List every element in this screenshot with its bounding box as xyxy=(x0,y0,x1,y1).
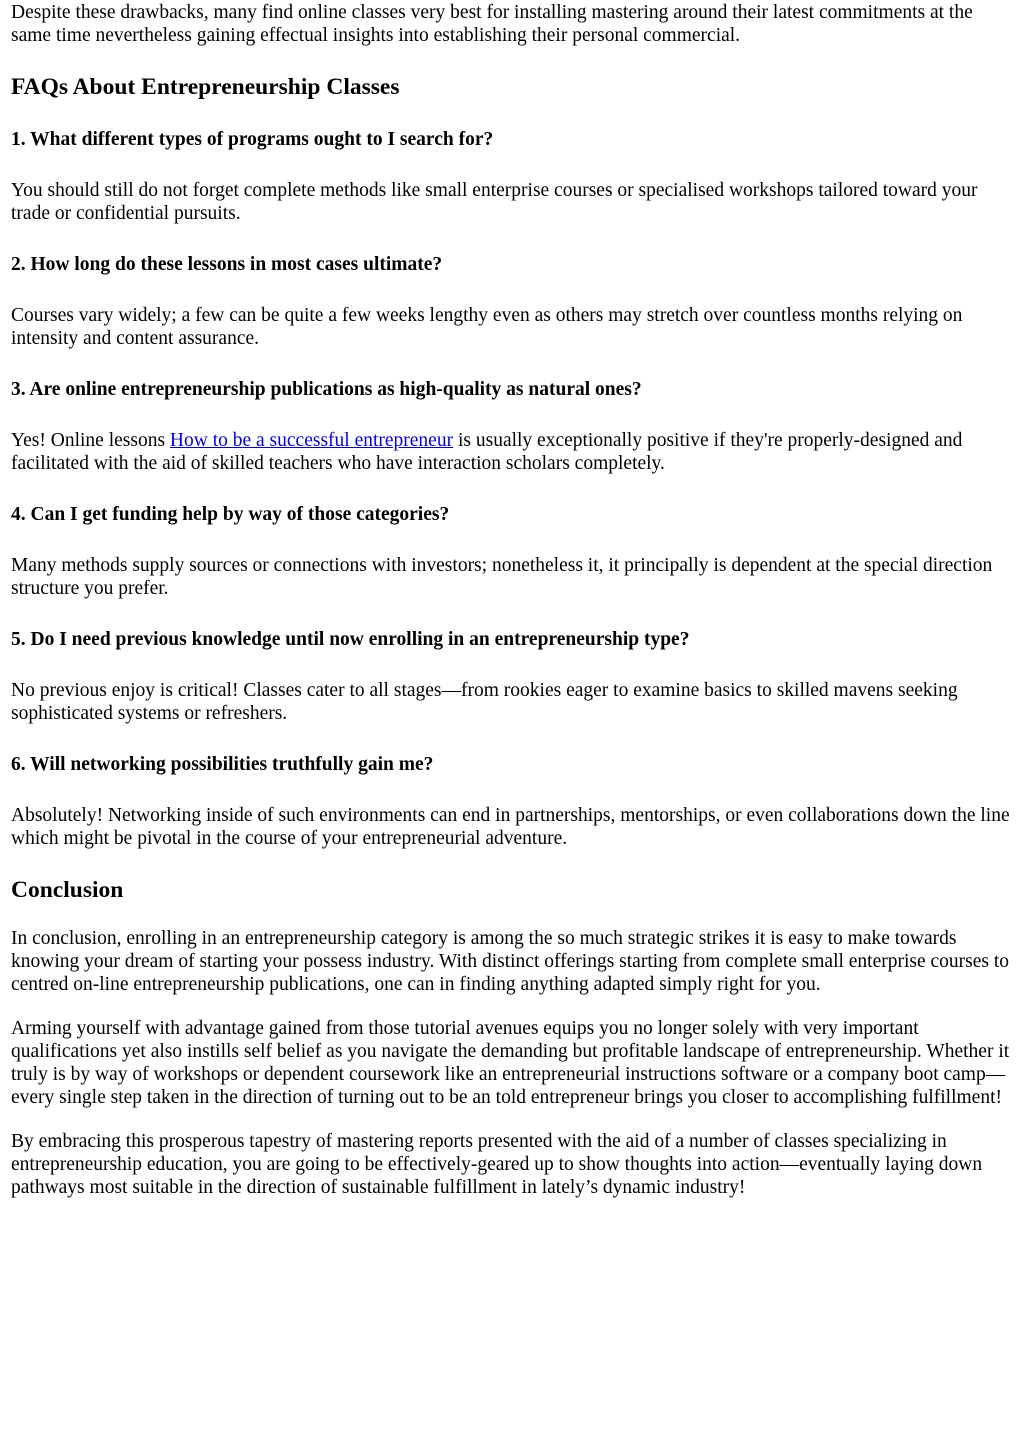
conclusion-paragraph-1: In conclusion, enrolling in an entrepreneurship category is among the so much strategic strikes it is easy to make towards knowing your dream of starting your possess industry. With distinct offerings starting from complete small enterprise courses to centred on-line entrepreneurship publications, one can in finding anything adapted simply right for you. xyxy=(11,928,1010,995)
conclusion-heading: Conclusion xyxy=(11,877,124,903)
faq-question-2: 2. How long do these lessons in most cases ultimate? xyxy=(11,254,443,275)
faq-answer-2: Courses vary widely; a few can be quite a few weeks lengthy even as others may stretch over countless months relying on intensity and content assurance. xyxy=(11,305,963,349)
faq-answer-4: Many methods supply sources or connections with investors; nonetheless it, it principally is dependent at the special direction structure you prefer. xyxy=(11,555,993,599)
successful-entrepreneur-link[interactable]: How to be a successful entrepreneur xyxy=(169,430,454,451)
faq-question-4: 4. Can I get funding help by way of those categories? xyxy=(11,504,450,525)
intro-paragraph: Despite these drawbacks, many find online classes very best for installing mastering around their latest commitments at the same time nevertheless gaining effectual insights into establishing their personal commercial. xyxy=(11,2,973,46)
document-page xyxy=(0,1,1024,1199)
faq-question-3: 3. Are online entrepreneurship publications as high-quality as natural ones? xyxy=(11,379,642,400)
faq-question-6: 6. Will networking possibilities truthfully gain me? xyxy=(11,754,434,775)
faq-answer-1: You should still do not forget complete methods like small enterprise courses or specialised workshops tailored toward your trade or confidential pursuits. xyxy=(11,180,978,224)
faq-answer-3 xyxy=(11,429,1013,475)
conclusion-paragraph-3: By embracing this prosperous tapestry of mastering reports presented with the aid of a number of classes specializing in entrepreneurship education, you are going to be effectively-geared up to show thoughts into action—eventually laying down pathways most suitable in the direction of sustainable fulfillment in lately’s dynamic industry! xyxy=(11,1131,983,1198)
faq-answer-5: No previous enjoy is critical! Classes cater to all stages—from rookies eager to examine basics to skilled mavens seeking sophisticated systems or refreshers. xyxy=(11,680,958,724)
faq-question-5: 5. Do I need previous knowledge until now enrolling in an entrepreneurship type? xyxy=(11,629,690,650)
faq-heading: FAQs About Entrepreneurship Classes xyxy=(11,74,400,100)
faq-answer-3-start: Yes! Online lessons xyxy=(11,430,170,451)
conclusion-paragraph-2: Arming yourself with advantage gained from those tutorial avenues equips you no longer solely with very important qualifications yet also instills self belief as you navigate the demanding but profitable landscape of entrepreneurship. Whether it truly is by way of workshops or dependent coursework like an entrepreneurial instructions software or a company boot camp—every single step taken in the direction of turning out to be an told entrepreneur brings you closer to accomplishing fulfillment! xyxy=(11,1018,1010,1108)
faq-question-1: 1. What different types of programs ought to I search for? xyxy=(11,129,494,150)
faq-answer-3-end: is usually exceptionally positive if they're properly-designed and facilitated with the aid of skilled teachers who have interaction scholars completely. xyxy=(11,430,963,474)
faq-answer-6: Absolutely! Networking inside of such environments can end in partnerships, mentorships, or even collaborations down the line which might be pivotal in the course of your entrepreneurial adventure. xyxy=(11,805,1010,849)
